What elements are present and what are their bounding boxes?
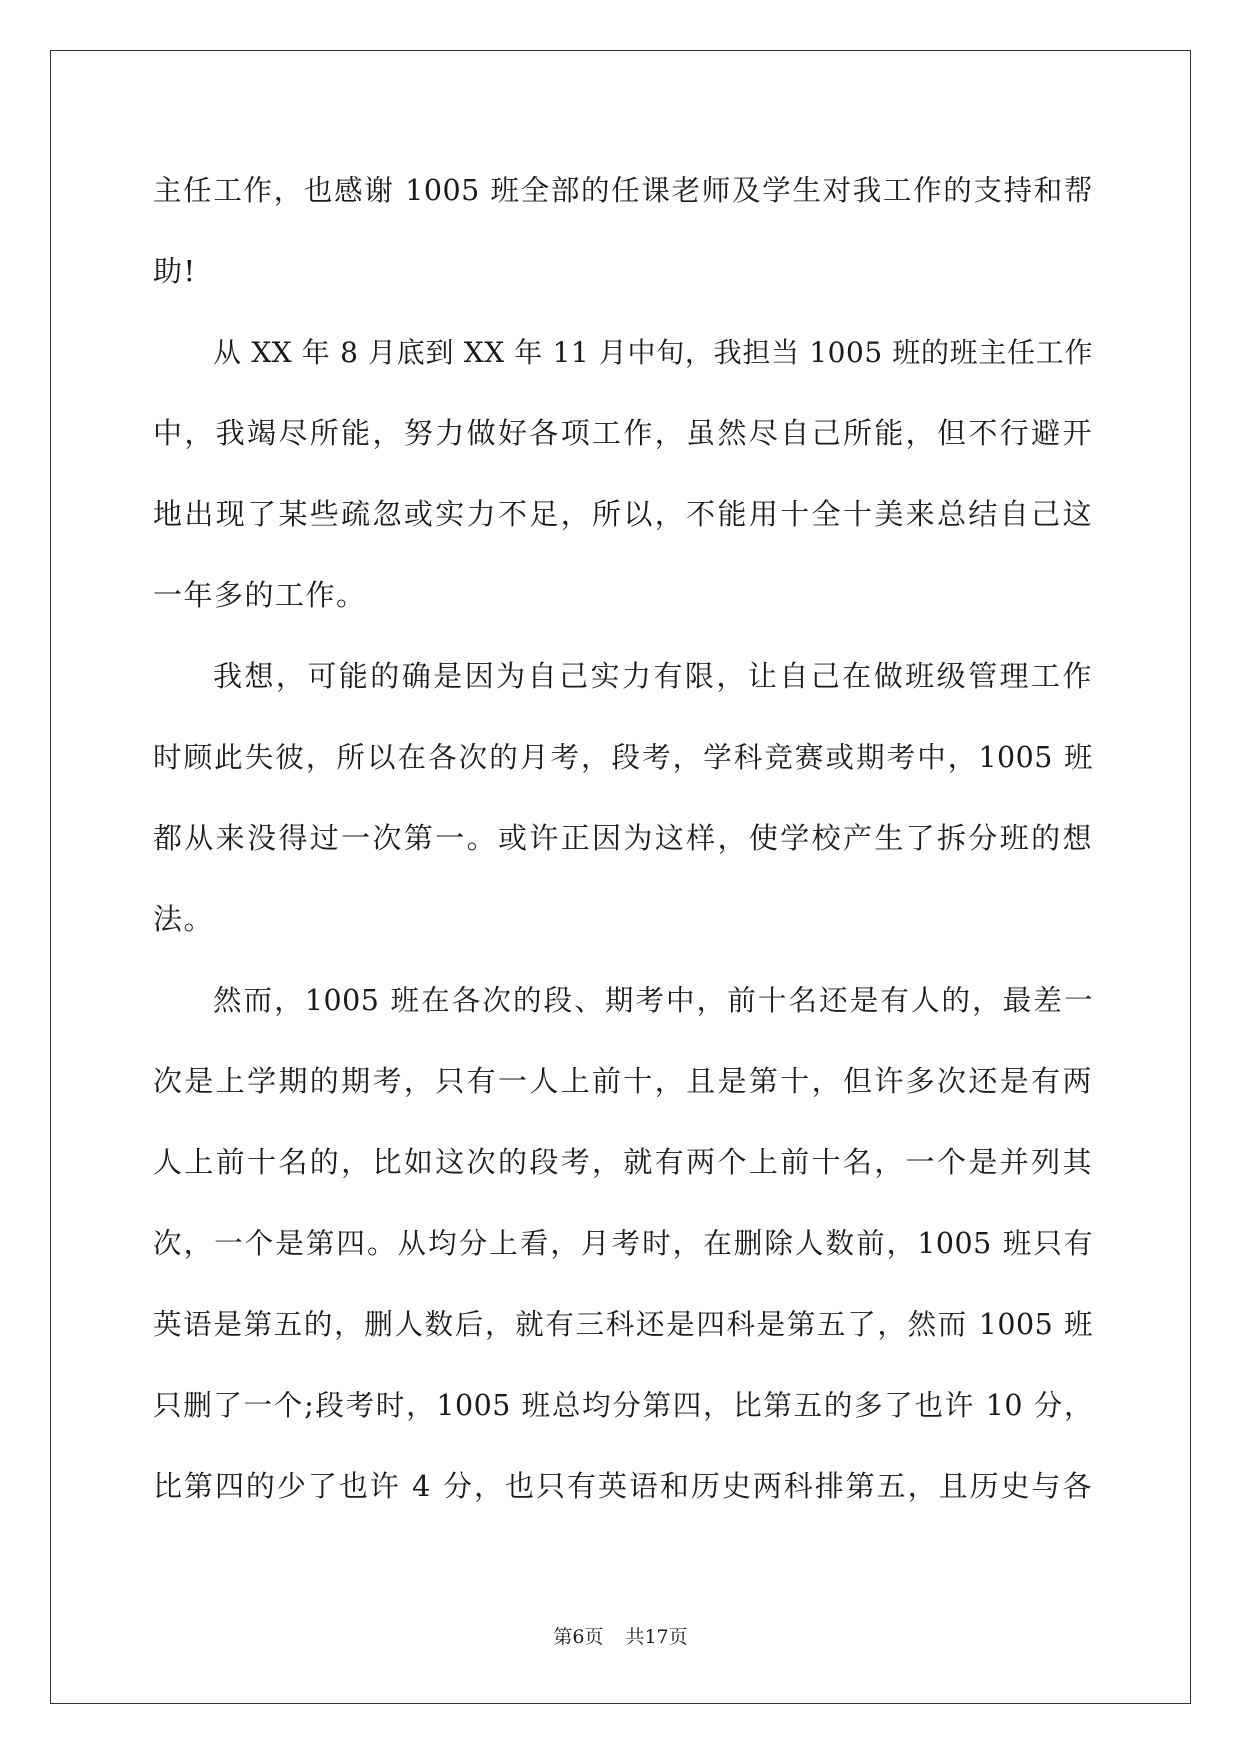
text-line: 只删了一个;段考时，1005 班总均分第四，比第五的多了也许 10 分， bbox=[153, 1389, 1093, 1422]
document-body bbox=[153, 150, 1093, 1527]
text-line: 我想，可能的确是因为自己实力有限，让自己在做班级管理工作 bbox=[213, 659, 1093, 693]
text-line: 地出现了某些疏忽或实力不足，所以，不能用十全十美来总结自己这 bbox=[153, 497, 1093, 531]
text-line: 法。 bbox=[153, 902, 215, 936]
text-line: 人上前十名的，比如这次的段考，就有两个上前十名，一个是并列其 bbox=[153, 1145, 1093, 1179]
text-line: 助! bbox=[153, 254, 197, 288]
text-line: 比第四的少了也许 4 分，也只有英语和历史两科排第五，且历史与各 bbox=[153, 1469, 1093, 1503]
page-total: 共17页 bbox=[625, 1626, 688, 1648]
page-number: 第6页 bbox=[553, 1626, 604, 1648]
text-line: 然而，1005 班在各次的段、期考中，前十名还是有人的，最差一 bbox=[213, 984, 1093, 1017]
text-line: 次是上学期的期考，只有一人上前十，且是第十，但许多次还是有两 bbox=[153, 1064, 1093, 1098]
text-line: 中，我竭尽所能，努力做好各项工作，虽然尽自己所能，但不行避开 bbox=[153, 416, 1093, 450]
page-footer bbox=[0, 1622, 1241, 1649]
text-line: 从 XX 年 8 月底到 XX 年 11 月中旬，我担当 1005 班的班主任工作 bbox=[213, 336, 1093, 369]
text-line: 时顾此失彼，所以在各次的月考，段考，学科竞赛或期考中，1005 班 bbox=[153, 741, 1093, 774]
text-line: 次，一个是第四。从均分上看，月考时，在删除人数前，1005 班只有 bbox=[153, 1227, 1093, 1260]
text-line: 一年多的工作。 bbox=[153, 578, 367, 612]
text-line: 英语是第五的，删人数后，就有三科还是四科是第五了，然而 1005 班 bbox=[153, 1308, 1093, 1341]
text-line: 主任工作，也感谢 1005 班全部的任课老师及学生对我工作的支持和帮 bbox=[153, 174, 1093, 207]
text-line: 都从来没得过一次第一。或许正因为这样，使学校产生了拆分班的想 bbox=[153, 821, 1093, 855]
